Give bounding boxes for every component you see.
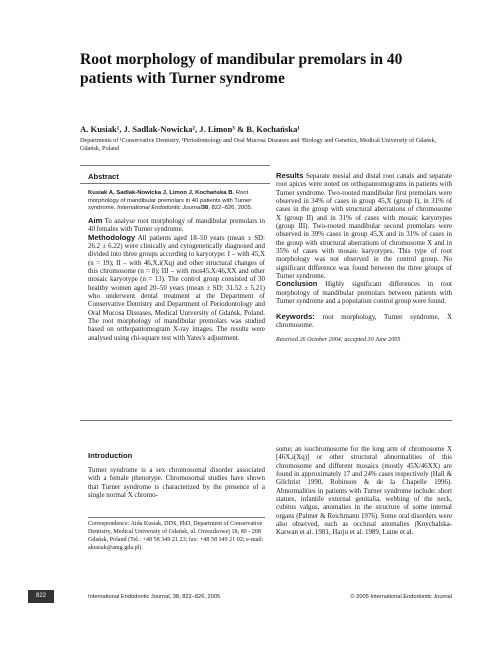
aim-paragraph xyxy=(88,217,265,234)
keywords-text: root morphology, Turner syndrome, X chromosome. xyxy=(276,312,453,329)
citation-journal: International Endodontic Journal xyxy=(117,205,202,212)
abstract-top-rule xyxy=(80,165,270,166)
correspondence-rule xyxy=(88,517,265,518)
methodology-label: Methodology xyxy=(88,232,136,242)
conclusion-paragraph xyxy=(276,280,452,305)
results-text: Separate mesial and distal root canals and separate root apices were noted on orthopantomograms in patients with Turner syndrome. Two-rooted mandibular first premolars were observed in 34% of cases in group 45,X (group I), in 31% of cases in the group with structural aberrations of chromosome X (group II) and in 31% of cases with mosaic karyotypes (group III). Two-rooted mandibular second premolars were observed in 39% cases in group 45,X and in 31% of cases in the group with structural aberrations of chromosome X and in 35% of cases with mosaic karyotypes. This type of root morphology was not observed in the control group. No significant difference was found between the three groups of Turner syndrome. xyxy=(276,172,453,281)
keywords-paragraph xyxy=(276,313,452,330)
results-label: Results xyxy=(276,171,304,180)
methodology-text: All patients aged 18–50 years (mean ± SD: 26.2 ± 6.22) were clinically and cytogenetically diagnosed and divided into three groups according to karyotype: I – with 45,X (n = 19); II – with 46,X,i(Xq) and other structural changes of this chromosome (n = 8); III – with mos45,X/46,XX and other mosaic karyotype (n = 13). The control group consisted of 30 healthy women aged 20–50 years (mean ± SD: 31.52 ± 5.21) who underwent dental treatment at the Department of Conservative Dentistry and Department of Periodontology and Oral Mucosa Diseases, Medical University of Gdańsk, Poland. The root morphology of mandibular premolars was studied based on orthopantomogram X-ray images. The results were analysed using chi-square test with Yates's adjustment. xyxy=(88,233,265,342)
citation-volume: 38 xyxy=(201,205,209,212)
abstract-citation xyxy=(88,190,265,213)
introduction-left-text: Turner syndrome is a sex chromosomal disorder associated with a female phenotype. Chromosomal studies have shown that Turner syndrome is characterized by the presence of a single normal X chromo- xyxy=(88,466,265,500)
citation-authors: Kusiak A, Sadlak-Nowicka J, Limon J, Kochańska B. xyxy=(88,190,235,196)
aim-text: To analyse root morphology of mandibular premolars in 40 females with Turner syndrome. xyxy=(88,217,266,234)
methodology-paragraph xyxy=(88,234,265,342)
introduction-heading: Introduction xyxy=(88,451,133,460)
abstract-bottom-rule xyxy=(80,420,452,421)
received-dates: Received 26 October 2004; accepted 30 June 2005 xyxy=(276,337,401,344)
abstract-heading: Abstract xyxy=(88,172,119,181)
abstract-right-text xyxy=(276,172,452,345)
abstract-left-text xyxy=(88,217,265,342)
conclusion-label: Conclusion xyxy=(276,279,318,289)
conclusion-text: Highly significant differences in root morphology of mandibular premolars between patients with Turner syndrome and a population control group were found. xyxy=(276,280,452,306)
abstract-head-rule xyxy=(80,183,270,184)
affiliations: Departments of ¹Conservative Dentistry, ²Periodontology and Oral Mucosa Diseases and ³Biology and Genetics, Medical University of Gdańsk, Gdańsk, Poland xyxy=(80,137,437,152)
footer-journal: International Endodontic Journal, 38, 822–826, 2005 xyxy=(88,594,221,600)
citation-pages: , 822–826, 2005. xyxy=(208,205,253,212)
results-paragraph xyxy=(276,172,452,280)
footer-copyright: © 2005 International Endodontic Journal xyxy=(350,594,452,600)
aim-label: Aim xyxy=(88,216,103,225)
introduction-right-text: some; an isochromosome for the long arm of chromosome X [46X,i(Xq)] or other structural abnormalities of this chromosome and different mosaics (mostly 45X/46XX) are found in approximately 17 and 24% cases respectively (Hall & Gilchrist 1990, Robinson & de la Chapelle 1996). Abnormalities in patients with Turner syndrome include: short stature, infantile external genitalia, webbing of the neck, cubitus valgus, anomalies in the structure of some internal organs (Palmer & Reichmann 1976). Some oral disorders were also observed, such as occlusal anomalies (Knychalska-Karwan et al. 1981, Harju et al. 1989, Laine et al. xyxy=(276,445,452,537)
citation-title: Root morphology of mandibular premolars in 40 patients with Turner syndrome. xyxy=(88,190,252,212)
article-title: Root morphology of mandibular premolars in 40 patients with Turner syndrome xyxy=(80,51,403,87)
page-number: 822 xyxy=(28,590,54,603)
author-list: A. Kusiak¹, J. Sadlak-Nowicka², J. Limon³ & B. Kochańska¹ xyxy=(80,124,300,134)
keywords-label: Keywords: xyxy=(276,311,315,321)
correspondence-note: Correspondence: Aida Kusiak, DDS, PhD, Department of Conservative Dentistry, Medical University of Gdańsk, ul. Orzeszkowej 18, 80 - 208 Gdańsk, Poland (Tel.: +48 58 349 21 23; fax: +48 58 349 21 02; e-mail: akusiak@amg.gda.pl). xyxy=(88,521,264,551)
